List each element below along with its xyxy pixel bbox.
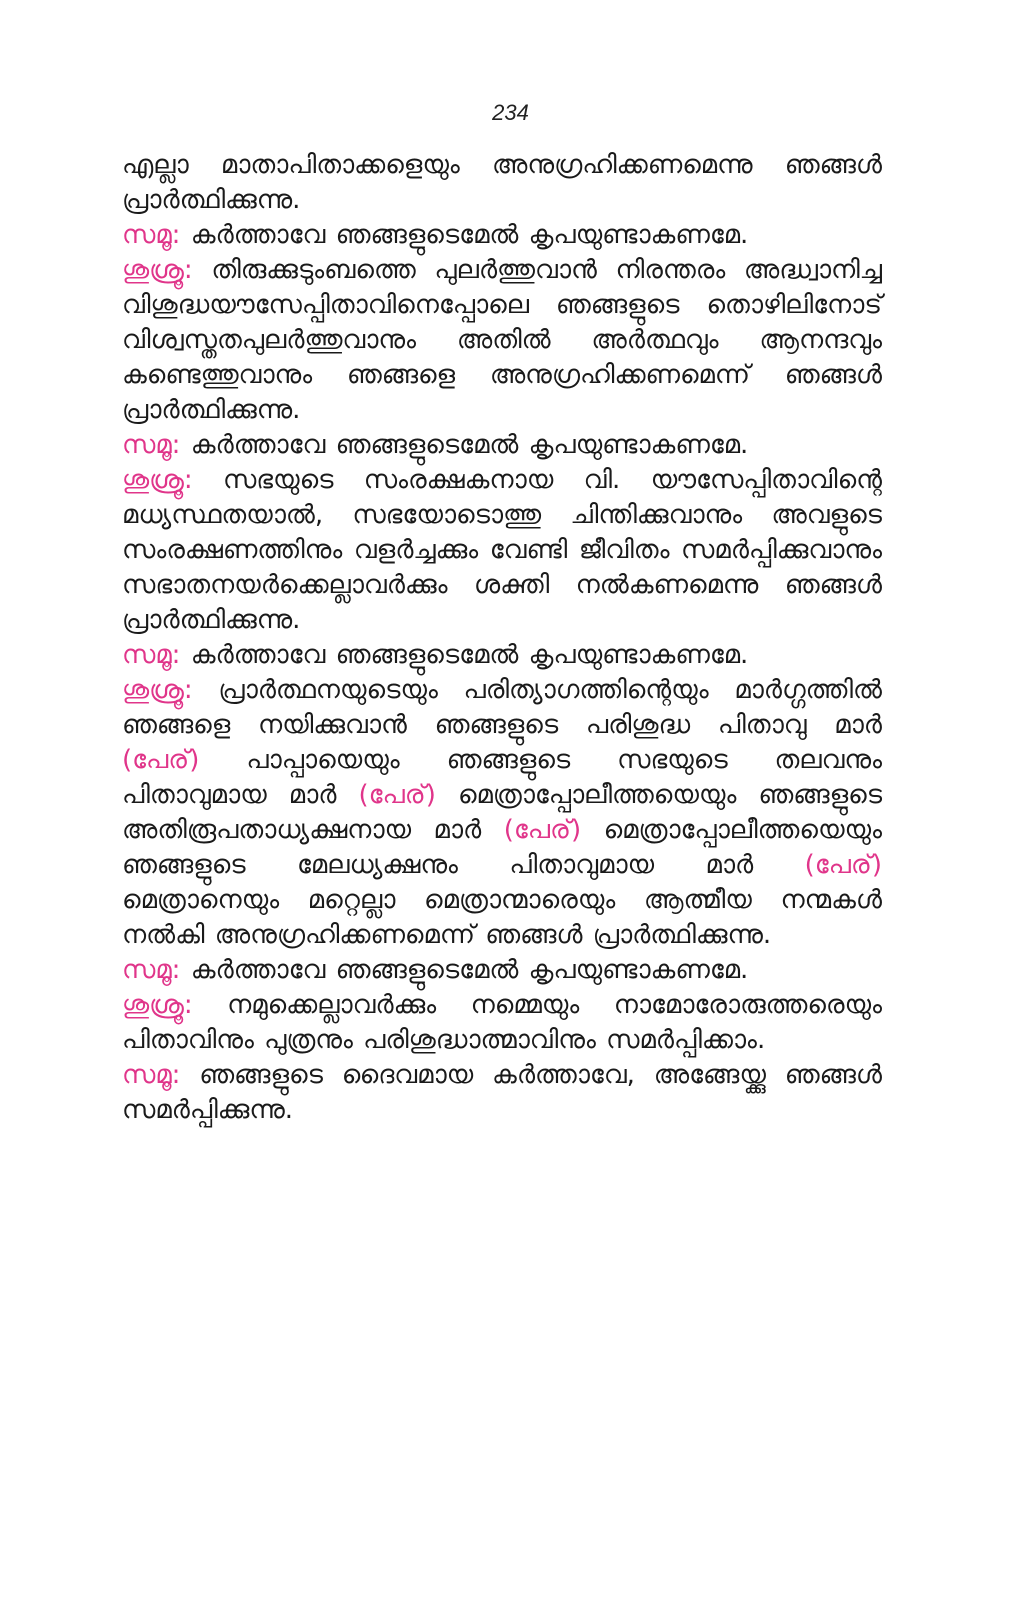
- speaker-label-community: സമൂ:: [122, 955, 181, 985]
- paragraph-text: മെത്രാപ്പോലീത്തയെയും ഞങ്ങളുടെ അതിരൂപതാധ്യക്ഷനായ മാർ: [122, 780, 883, 845]
- name-placeholder: (പേര്): [503, 815, 582, 845]
- speaker-label-community: സമൂ:: [122, 1060, 181, 1090]
- paragraph-text: നമുക്കെല്ലാവർക്കും നമ്മെയും നാമോരോരുത്തരെയും പിതാവിനും പുത്രനും പരിശുദ്ധാത്മാവിനും സമർപ്പിക്കാം.: [122, 990, 883, 1055]
- paragraph-text: മെത്രാപ്പോലീത്തയെയും ഞങ്ങളുടെ മേലധ്യക്ഷനും പിതാവുമായ മാർ: [122, 815, 883, 880]
- prayer-paragraph: [122, 463, 882, 638]
- response-paragraph: [122, 218, 882, 253]
- page-number: 234: [492, 100, 529, 125]
- response-paragraph: [122, 953, 882, 988]
- prayer-paragraph: [122, 673, 882, 953]
- paragraph-text: പാപ്പായെയും ഞങ്ങളുടെ സഭയുടെ തലവനും പിതാവുമായ മാർ: [122, 745, 883, 810]
- speaker-label-community: സമൂ:: [122, 640, 181, 670]
- speaker-label-minister: ശുശ്രൂ:: [122, 675, 193, 705]
- speaker-label-minister: ശുശ്രൂ:: [122, 990, 193, 1020]
- speaker-label-community: സമൂ:: [122, 220, 181, 250]
- paragraph-text: എല്ലാ മാതാപിതാക്കളെയും അനുഗ്രഹിക്കണമെന്നു ഞങ്ങൾ പ്രാർത്ഥിക്കുന്നു.: [122, 150, 882, 215]
- paragraph-text: മെത്രാനെയും മറ്റെല്ലാ മെത്രാന്മാരെയും ആത്മീയ നന്മകൾ നൽകി അനുഗ്രഹിക്കണമെന്ന് ഞങ്ങൾ പ്രാർത്ഥിക്കുന്നു.: [122, 885, 882, 950]
- page-body: [122, 148, 882, 1128]
- paragraph-text: തിരുക്കുടുംബത്തെ പുലർത്തുവാൻ നിരന്തരം അദ്ധ്വാനിച്ച വിശുദ്ധയൗസേപ്പിതാവിനെപ്പോലെ ഞങ്ങളുടെ തൊഴിലിനോട് വിശ്വസ്തതപുലർത്തുവാനും അതിൽ അർത്ഥവും ആനന്ദവും കണ്ടെത്തുവാനും ഞങ്ങളെ അനുഗ്രഹിക്കണമെന്ന് ഞങ്ങൾ പ്രാർത്ഥിക്കുന്നു.: [122, 255, 882, 425]
- paragraph-text: കർത്താവേ ഞങ്ങളുടെമേൽ കൃപയുണ്ടാകണമേ.: [190, 220, 749, 250]
- speaker-label-minister: ശുശ്രൂ:: [122, 465, 193, 495]
- speaker-label-minister: ശുശ്രൂ:: [122, 255, 193, 285]
- name-placeholder: (പേര്): [358, 780, 436, 810]
- paragraph-text: സഭയുടെ സംരക്ഷകനായ വി. യൗസേപ്പിതാവിന്റെ മധ്യസ്ഥതയാൽ, സഭയോടൊത്തു ചിന്തിക്കുവാനും അവളുടെ സംരക്ഷണത്തിനും വളർച്ചക്കും വേണ്ടി ജീവിതം സമർപ്പിക്കുവാനും സഭാതനയർക്കെല്ലാവർക്കും ശക്തി നൽകണമെന്നു ഞങ്ങൾ പ്രാർത്ഥിക്കുന്നു.: [122, 465, 882, 635]
- response-paragraph: [122, 1058, 882, 1128]
- paragraph-text: കർത്താവേ ഞങ്ങളുടെമേൽ കൃപയുണ്ടാകണമേ.: [190, 640, 749, 670]
- speaker-label-community: സമൂ:: [122, 430, 181, 460]
- paragraph-text: പ്രാർത്ഥനയുടെയും പരിത്യാഗത്തിന്റെയും മാർഗ്ഗത്തിൽ ഞങ്ങളെ നയിക്കുവാൻ ഞങ്ങളുടെ പരിശുദ്ധ പിതാവു മാർ: [122, 675, 882, 740]
- name-placeholder: (പേര്): [122, 745, 200, 775]
- prayer-paragraph: [122, 253, 882, 428]
- name-placeholder: (പേര്): [804, 850, 882, 880]
- response-paragraph: [122, 428, 882, 463]
- paragraph-text: കർത്താവേ ഞങ്ങളുടെമേൽ കൃപയുണ്ടാകണമേ.: [190, 955, 749, 985]
- paragraph-text: കർത്താവേ ഞങ്ങളുടെമേൽ കൃപയുണ്ടാകണമേ.: [190, 430, 749, 460]
- prayer-paragraph: [122, 988, 882, 1058]
- paragraph-text: ഞങ്ങളുടെ ദൈവമായ കർത്താവേ, അങ്ങേയ്ക്കു ഞങ്ങൾ സമർപ്പിക്കുന്നു.: [122, 1060, 883, 1125]
- prayer-paragraph: [122, 148, 882, 218]
- response-paragraph: [122, 638, 882, 673]
